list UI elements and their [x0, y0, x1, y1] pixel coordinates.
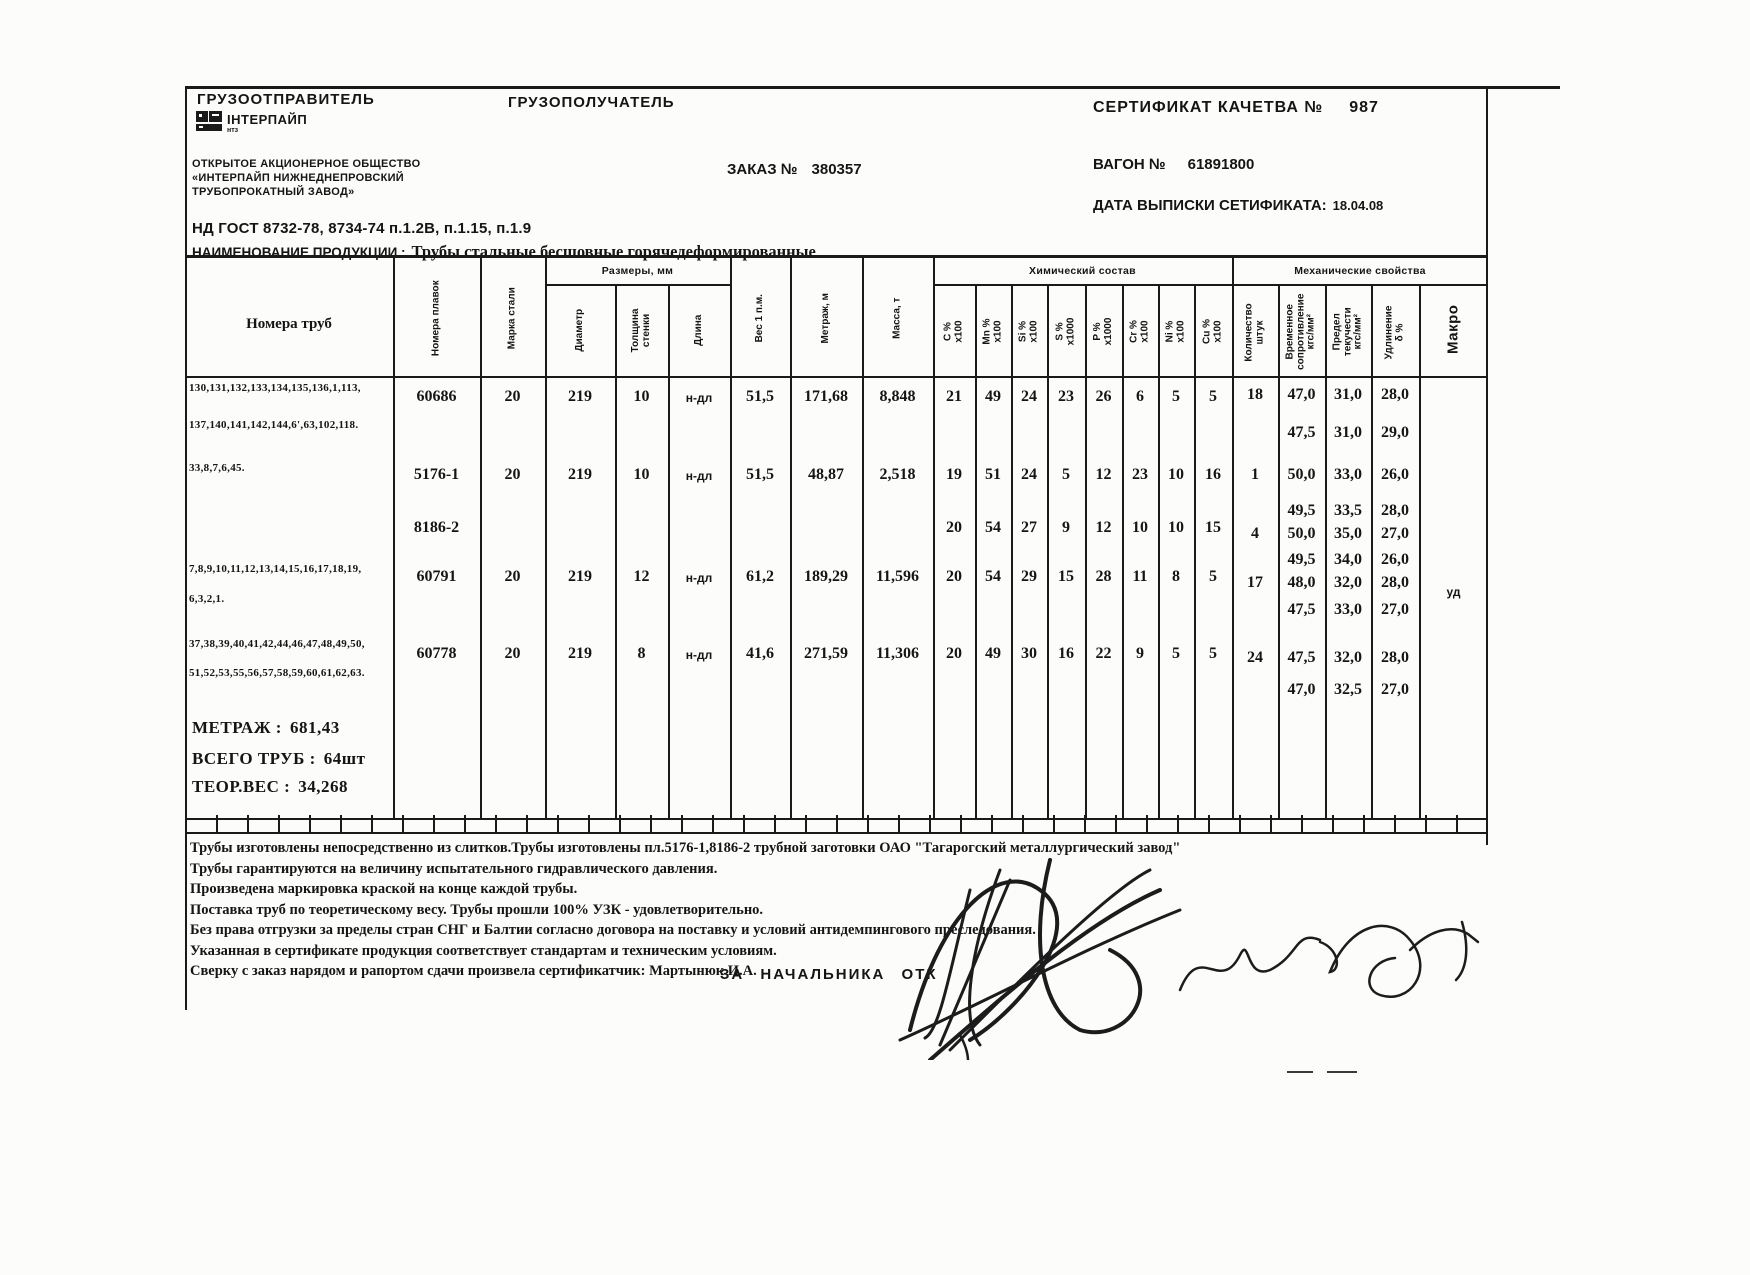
certificate-title-label: СЕРТИФИКАТ КАЧЕТВА № — [1093, 99, 1324, 116]
steel-grade-header-label: Марка стали — [506, 287, 518, 349]
cell-tube-numbers: 37,38,39,40,41,42,44,46,47,48,49,50, — [189, 638, 365, 650]
cell-quantity: 17 — [1247, 574, 1263, 591]
cell-tube-numbers: 7,8,9,10,11,12,13,14,15,16,17,18,19, — [189, 563, 362, 575]
cell-yld: 32,5 — [1334, 681, 1362, 698]
cell-p: 22 — [1095, 645, 1112, 662]
mn-percent-header — [976, 290, 1010, 372]
cell-tens: 49,5 — [1287, 551, 1316, 568]
cell-elo: 27,0 — [1381, 601, 1409, 618]
company-line: «ИНТЕРПАЙП НИЖНЕДНЕПРОВСКИЙ — [192, 172, 405, 184]
cell-c: 20 — [946, 568, 962, 585]
cell-cu: 5 — [1209, 568, 1217, 585]
cell-wall: 10 — [633, 388, 650, 405]
note-line: Сверку с заказ нарядом и рапортом сдачи произвела сертификатчик: Мартынюк И.А. — [190, 963, 757, 979]
cell-tens: 47,0 — [1287, 681, 1316, 698]
cell-s: 23 — [1058, 388, 1074, 405]
cell-yld: 34,0 — [1334, 551, 1362, 568]
logo-name: ІНТЕРПАЙП — [227, 112, 308, 127]
cell-metr: 271,59 — [804, 645, 848, 662]
note-line: Трубы гарантируются на величину испытательного гидравлического давления. — [190, 860, 718, 877]
cell-s: 9 — [1062, 519, 1070, 536]
note-line: Указанная в сертификате продукция соответствует стандартам и техническим условиям. — [190, 942, 777, 959]
cell-c: 20 — [946, 645, 962, 662]
footer-dash — [1287, 1071, 1313, 1073]
cell-s: 5 — [1062, 466, 1070, 483]
s-percent-header-label: S % x1000 — [1054, 317, 1076, 345]
cell-mass: 8,848 — [879, 388, 916, 405]
date-value: 18.04.08 — [1332, 198, 1384, 213]
cell-metr: 48,87 — [808, 466, 844, 483]
cell-yld: 33,0 — [1334, 601, 1362, 618]
cell-metr: 189,29 — [804, 568, 848, 585]
weight-per-meter-header-label: Вес 1 п.м. — [753, 293, 765, 343]
cell-len: н-дл — [685, 571, 713, 585]
elongation-header — [1372, 292, 1418, 372]
cell-ni: 10 — [1168, 519, 1184, 536]
footer-dash — [1327, 1071, 1357, 1073]
certificate-date-line — [1093, 197, 1383, 214]
wagon-number: 61891800 — [1187, 156, 1255, 173]
cell-c: 20 — [946, 519, 962, 536]
note-line: Поставка труб по теоретическому весу. Трубы прошли 100% УЗК - удовлетворительно. — [190, 901, 764, 918]
cell-yld: 31,0 — [1334, 386, 1362, 403]
company-line: ТРУБОПРОКАТНЫЙ ЗАВОД» — [192, 186, 355, 198]
tensile-strength-header-label: Временное сопротивление кгс/мм² — [1284, 293, 1317, 371]
cell-mass: 2,518 — [879, 466, 916, 483]
meterage-summary — [192, 718, 340, 738]
header-bottom-rule — [185, 376, 1488, 378]
cr-percent-header — [1123, 290, 1157, 372]
certificate-number: 987 — [1349, 99, 1379, 116]
cell-heat: 60686 — [416, 388, 457, 405]
cell-mn: 54 — [985, 519, 1001, 536]
company-logo — [196, 111, 307, 134]
cell-grade: 20 — [504, 568, 521, 585]
mechanical-group-header: Механические свойства — [1232, 258, 1488, 286]
cell-ni: 5 — [1172, 388, 1180, 405]
note-line: Трубы изготовлены непосредственно из слитков.Трубы изготовлены пл.5176-1,8186-2 трубной заготовки ОАО "Тагарогский металлургический завод" — [190, 840, 1181, 856]
note-line: Без права отгрузки за пределы стран СНГ и Балтии согласно договора на поставку и условий антидемпингового преследования. — [190, 922, 1036, 938]
elongation-header-label: Удлинение δ % — [1383, 305, 1406, 359]
cell-len: н-дл — [685, 469, 713, 483]
note-line: Произведена маркировка краской на конце каждой трубы. — [190, 881, 578, 897]
cell-c: 19 — [946, 466, 962, 483]
ni-percent-header-label: Ni % x100 — [1164, 319, 1186, 343]
tube-numbers-header: Номера труб — [246, 316, 332, 332]
cell-tens: 50,0 — [1287, 466, 1316, 483]
theoretical-weight-value: 34,268 — [298, 777, 349, 796]
order-number-line — [727, 161, 862, 178]
cell-quantity: 1 — [1251, 466, 1259, 483]
cell-tube-numbers: 6,3,2,1. — [189, 593, 225, 605]
interpipe-logo-icon — [196, 111, 222, 133]
meterage-value: 681,43 — [289, 718, 340, 737]
cell-p: 28 — [1095, 568, 1112, 585]
cell-mn: 49 — [985, 388, 1001, 405]
mn-percent-header-label: Mn % x100 — [981, 317, 1003, 345]
cu-percent-header-label: Cu % x100 — [1201, 318, 1223, 344]
cell-dia: 219 — [568, 388, 592, 405]
cell-cr: 11 — [1132, 568, 1148, 585]
date-label: ДАТА ВЫПИСКИ СЕТИФИКАТА: — [1093, 197, 1327, 214]
cell-mn: 54 — [985, 568, 1001, 585]
cell-wall: 8 — [637, 645, 646, 662]
total-tubes-value: 64шт — [323, 749, 366, 768]
diameter-header — [546, 288, 614, 372]
mass-header — [863, 264, 932, 372]
cell-wpm: 51,5 — [746, 388, 774, 405]
cell-elo: 29,0 — [1381, 424, 1409, 441]
company-name — [192, 157, 420, 199]
order-label: ЗАКАЗ № — [727, 161, 798, 178]
cell-elo: 26,0 — [1381, 466, 1409, 483]
cell-ni: 8 — [1172, 568, 1180, 585]
consignee-label: ГРУЗОПОЛУЧАТЕЛЬ — [508, 94, 675, 111]
handwritten-signature — [1180, 922, 1478, 997]
cell-yld: 33,0 — [1334, 466, 1362, 483]
meterage-header-label: Метраж, м — [819, 292, 831, 344]
diameter-header-label: Диаметр — [573, 308, 585, 352]
cell-wpm: 51,5 — [746, 466, 774, 483]
cell-tube-numbers: 51,52,53,55,56,57,58,59,60,61,62,63. — [189, 667, 365, 679]
cell-yld: 35,0 — [1334, 525, 1362, 542]
total-tubes-label: ВСЕГО ТРУБ : — [192, 749, 316, 768]
cell-yld: 32,0 — [1334, 649, 1362, 666]
order-number: 380357 — [811, 161, 862, 178]
wagon-number-line — [1093, 156, 1254, 173]
cell-dia: 219 — [568, 466, 592, 483]
p-percent-header-label: P % x1000 — [1092, 317, 1114, 345]
shipper-label: ГРУЗООТПРАВИТЕЛЬ — [197, 91, 375, 108]
si-percent-header-label: Si % x100 — [1017, 319, 1039, 343]
tensile-strength-header — [1279, 292, 1324, 372]
certificate-title — [1093, 99, 1379, 117]
cell-dia: 219 — [568, 568, 592, 585]
cu-percent-header — [1195, 290, 1231, 372]
cell-heat: 60791 — [416, 568, 457, 585]
cell-si: 29 — [1021, 568, 1037, 585]
cell-wall: 10 — [633, 466, 650, 483]
wall-thickness-header-label: Толщина стенки — [630, 308, 652, 352]
cell-heat: 5176-1 — [413, 466, 460, 483]
cell-cu: 15 — [1205, 519, 1221, 536]
macro-header — [1420, 286, 1487, 372]
cell-macro: уд — [1446, 585, 1461, 599]
cell-mass: 11,596 — [875, 568, 920, 585]
cell-grade: 20 — [504, 466, 521, 483]
cell-ni: 10 — [1168, 466, 1184, 483]
wall-thickness-header — [616, 288, 667, 372]
cell-len: н-дл — [685, 648, 713, 662]
cell-heat: 8186-2 — [413, 519, 460, 536]
logo-subname: нтз — [227, 127, 239, 134]
cell-p: 26 — [1095, 388, 1112, 405]
cell-heat: 60778 — [416, 645, 457, 662]
cell-elo: 26,0 — [1381, 551, 1409, 568]
cell-tube-numbers: 130,131,132,133,134,135,136,1,113, — [189, 382, 361, 394]
weight-per-meter-header — [731, 264, 789, 372]
cell-cr: 9 — [1136, 645, 1144, 662]
si-percent-header — [1012, 290, 1046, 372]
cell-metr: 171,68 — [804, 388, 848, 405]
cell-c: 21 — [946, 388, 962, 405]
cell-len: н-дл — [685, 391, 713, 405]
cell-s: 15 — [1058, 568, 1074, 585]
cell-tens: 49,5 — [1287, 502, 1316, 519]
s-percent-header — [1048, 290, 1084, 372]
cell-quantity: 4 — [1251, 525, 1259, 542]
cell-dia: 219 — [568, 645, 592, 662]
cell-cr: 23 — [1132, 466, 1148, 483]
cell-cr: 10 — [1132, 519, 1148, 536]
product-value: Трубы стальные бесшовные горячедеформированные — [411, 242, 816, 261]
cell-wall: 12 — [633, 568, 650, 585]
cell-yld: 32,0 — [1334, 574, 1362, 591]
cell-cu: 5 — [1209, 645, 1217, 662]
cell-yld: 31,0 — [1334, 424, 1362, 441]
cell-p: 12 — [1095, 519, 1112, 536]
nd-gost-line: НД ГОСТ 8732-78, 8734-74 п.1.2В, п.1.15, п.1.9 — [192, 220, 532, 237]
c-percent-header — [934, 290, 974, 372]
meterage-header — [791, 264, 861, 372]
cell-mn: 49 — [985, 645, 1001, 662]
cell-tens: 50,0 — [1287, 525, 1316, 542]
cell-tube-numbers: 137,140,141,142,144,6',63,102,118. — [189, 419, 359, 431]
cell-quantity: 24 — [1247, 649, 1263, 666]
cr-percent-header-label: Cr % x100 — [1128, 319, 1150, 343]
yield-strength-header-label: Предел текучести кгс/мм² — [1331, 307, 1364, 357]
signature-scrawl — [850, 830, 1490, 1060]
c-percent-header-label: C % x100 — [942, 319, 964, 343]
product-label: НАИМЕНОВАНИЕ ПРОДУКЦИИ : — [192, 245, 406, 260]
total-tubes-summary — [192, 749, 365, 769]
cell-mn: 51 — [985, 466, 1001, 483]
cell-tens: 47,0 — [1287, 386, 1316, 403]
quantity-header — [1233, 292, 1277, 372]
cell-tens: 47,5 — [1287, 601, 1316, 618]
yield-strength-header — [1326, 292, 1370, 372]
cell-elo: 28,0 — [1381, 502, 1409, 519]
cell-quantity: 18 — [1247, 386, 1263, 403]
cell-grade: 20 — [504, 645, 521, 662]
cell-grade: 20 — [504, 388, 521, 405]
cell-tens: 47,5 — [1287, 424, 1316, 441]
signatory-title: ЗА НАЧАЛЬНИКА ОТК — [720, 966, 938, 983]
cell-elo: 28,0 — [1381, 649, 1409, 666]
cell-si: 24 — [1021, 466, 1037, 483]
sizes-group-header: Размеры, мм — [545, 258, 730, 286]
cell-wpm: 61,2 — [746, 568, 774, 585]
frame-top-border — [185, 86, 1560, 89]
cell-s: 16 — [1058, 645, 1074, 662]
cell-tube-numbers: 33,8,7,6,45. — [189, 462, 245, 474]
cell-elo: 27,0 — [1381, 681, 1409, 698]
cell-elo: 28,0 — [1381, 574, 1409, 591]
cell-tens: 47,5 — [1287, 649, 1316, 666]
heat-numbers-header — [394, 264, 479, 372]
cell-yld: 33,5 — [1334, 502, 1362, 519]
cell-ni: 5 — [1172, 645, 1180, 662]
cell-si: 24 — [1021, 388, 1037, 405]
macro-header-label: Макро — [1444, 304, 1462, 354]
cell-mass: 11,306 — [875, 645, 920, 662]
heat-numbers-header-label: Номера плавок — [430, 280, 442, 356]
wagon-label: ВАГОН № — [1093, 156, 1166, 173]
quantity-header-label: Количество штук — [1243, 302, 1265, 362]
cell-cu: 5 — [1209, 388, 1217, 405]
cell-si: 27 — [1021, 519, 1037, 536]
p-percent-header — [1086, 290, 1121, 372]
chemistry-group-header: Химический состав — [933, 258, 1232, 286]
cell-tens: 48,0 — [1287, 574, 1316, 591]
length-header — [669, 288, 729, 372]
cell-elo: 28,0 — [1381, 386, 1409, 403]
meterage-label: МЕТРАЖ : — [192, 718, 282, 737]
steel-grade-header — [481, 264, 544, 372]
cell-wpm: 41,6 — [746, 645, 774, 662]
theoretical-weight-summary — [192, 777, 348, 797]
cell-cr: 6 — [1136, 388, 1144, 405]
cell-p: 12 — [1095, 466, 1112, 483]
theoretical-weight-label: ТЕОР.ВЕС : — [192, 777, 291, 796]
ni-percent-header — [1159, 290, 1193, 372]
mass-header-label: Масса, т — [891, 297, 903, 339]
cell-si: 30 — [1021, 645, 1037, 662]
length-header-label: Длина — [692, 314, 704, 346]
company-line: ОТКРЫТОЕ АКЦИОНЕРНОЕ ОБЩЕСТВО — [192, 158, 421, 170]
certificate-table — [185, 255, 1488, 820]
cell-cu: 16 — [1205, 466, 1221, 483]
cell-elo: 27,0 — [1381, 525, 1409, 542]
